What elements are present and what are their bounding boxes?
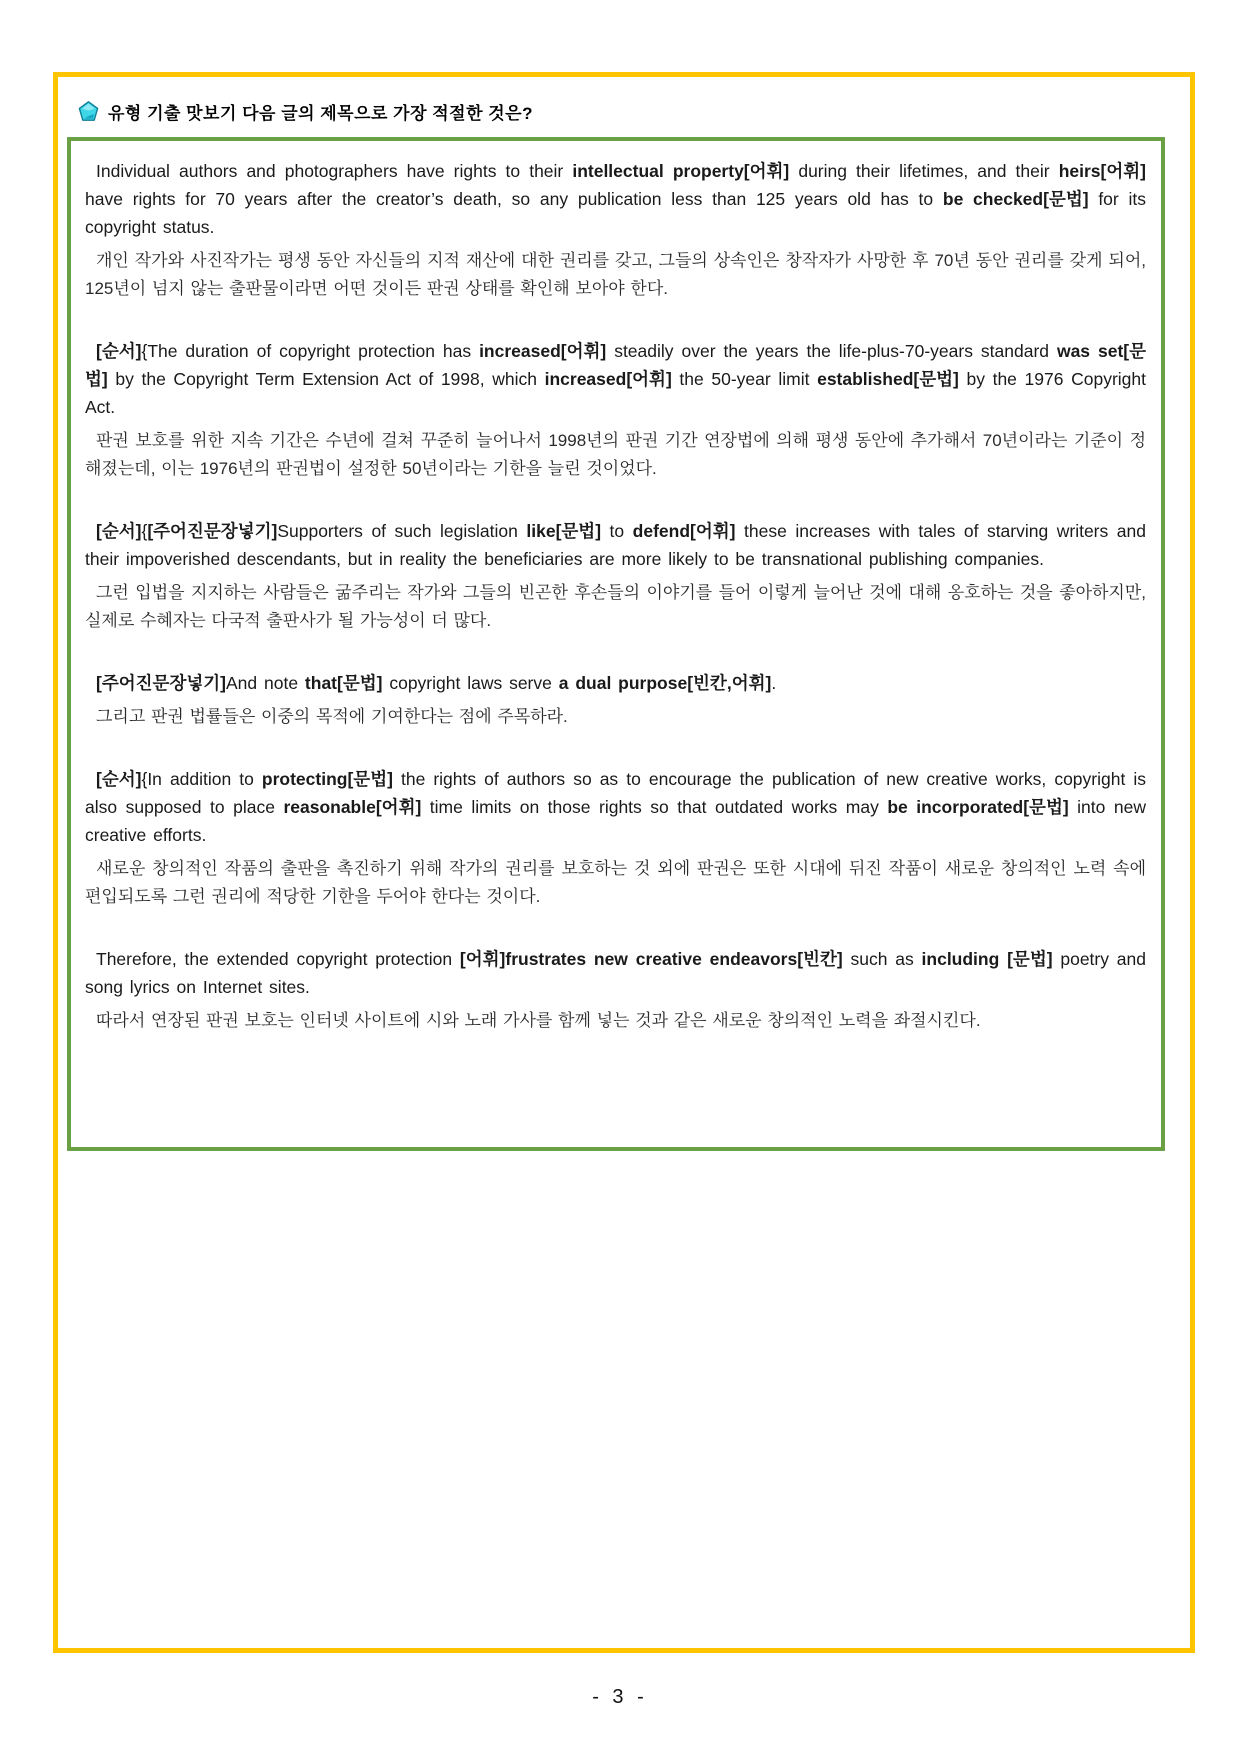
worksheet-frame xyxy=(53,72,1195,1653)
english-paragraph: [주어진문장넣기]And note that[문법] copyright laws serve a dual purpose[빈칸,어휘]. xyxy=(96,673,777,693)
passage-block xyxy=(85,517,1146,635)
passage-block xyxy=(85,669,1146,731)
korean-translation: 그리고 판권 법률들은 이중의 목적에 기여한다는 점에 주목하라. xyxy=(96,707,568,726)
page-number: - 3 - xyxy=(592,1686,648,1708)
korean-translation: 새로운 창의적인 작품의 출판을 촉진하기 위해 작가의 권리를 보호하는 것 외에 판권은 또한 시대에 뒤진 작품이 새로운 창의적인 노력 속에 편입되도록 그런 권리에 적당한 기한을 두어야 한다는 것이다. xyxy=(85,859,1146,906)
english-paragraph: [순서]{The duration of copyright protection has increased[어휘] steadily over the years the life-plus-70-years standard was set[문법] by the Copyright Term Extension Act of 1998, which increased[어휘] the 50-year limit established[문법] by the 1976 Copyright Act. xyxy=(85,341,1147,417)
korean-translation: 그런 입법을 지지하는 사람들은 굶주리는 작가와 그들의 빈곤한 후손들의 이야기를 들어 이렇게 늘어난 것에 대해 옹호하는 것을 좋아하지만, 실제로 수혜자는 다국적 출판사가 될 가능성이 더 많다. xyxy=(85,583,1146,630)
english-paragraph: Individual authors and photographers have rights to their intellectual property[어휘] during their lifetimes, and their heirs[어휘] have rights for 70 years after the creator’s death, so any publication less than 125 years old has to be checked[문법] for its copyright status. xyxy=(85,161,1146,237)
korean-translation: 따라서 연장된 판권 보호는 인터넷 사이트에 시와 노래 가사를 함께 넣는 것과 같은 새로운 창의적인 노력을 좌절시킨다. xyxy=(96,1011,981,1030)
passage-block xyxy=(85,945,1146,1035)
english-paragraph: [순서]{[주어진문장넣기]Supporters of such legislation like[문법] to defend[어휘] these increases with tales of starving writers and their impoverished descendants, but in reality the beneficiaries are more likely to be transnational publishing companies. xyxy=(85,521,1146,569)
question-header xyxy=(58,77,1190,124)
passage-block xyxy=(85,157,1146,303)
passage-block xyxy=(85,765,1146,911)
gem-icon xyxy=(78,101,99,122)
english-paragraph: Therefore, the extended copyright protection [어휘]frustrates new creative endeavors[빈칸] such as including [문법] poetry and song lyrics on Internet sites. xyxy=(85,949,1146,997)
passage-box xyxy=(67,137,1165,1151)
question-title: 유형 기출 맛보기 다음 글의 제목으로 가장 적절한 것은? xyxy=(108,104,533,123)
english-paragraph: [순서]{In addition to protecting[문법] the rights of authors so as to encourage the publication of new creative works, copyright is also supposed to place reasonable[어휘] time limits on those rights so that outdated works may be incorporated[문법] into new creative efforts. xyxy=(85,769,1146,845)
passage-block xyxy=(85,337,1146,483)
korean-translation: 판권 보호를 위한 지속 기간은 수년에 걸쳐 꾸준히 늘어나서 1998년의 판권 기간 연장법에 의해 평생 동안에 추가해서 70년이라는 기준이 정해졌는데, 이는 1976년의 판권법이 설정한 50년이라는 기한을 늘린 것이었다. xyxy=(85,431,1146,478)
korean-translation: 개인 작가와 사진작가는 평생 동안 자신들의 지적 재산에 대한 권리를 갖고, 그들의 상속인은 창작자가 사망한 후 70년 동안 권리를 갖게 되어, 125년이 넘지 않는 출판물이라면 어떤 것이든 판권 상태를 확인해 보아야 한다. xyxy=(85,251,1146,298)
